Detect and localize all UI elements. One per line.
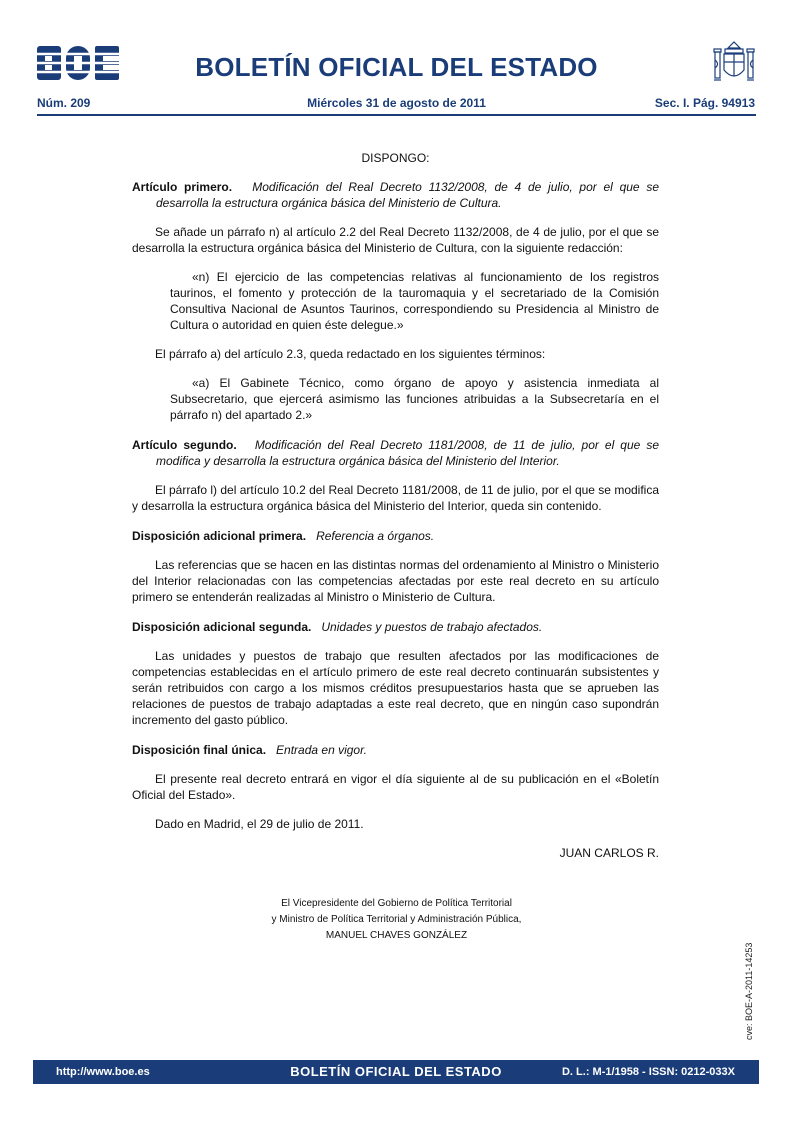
header-rule xyxy=(37,114,756,116)
section-page: Sec. I. Pág. 94913 xyxy=(654,96,755,110)
article-1-title: Modificación del Real Decreto 1132/2008, de 4 de julio, por el que se desarrolla la estructura orgánica básica del Ministerio de Cultura. xyxy=(156,180,659,210)
final-heading xyxy=(132,742,659,758)
additional-2-label: Disposición adicional segunda. xyxy=(132,620,312,634)
minister-signature xyxy=(0,896,793,944)
article-1-quote-1: «n) El ejercicio de las competencias relativas al funcionamiento de los registros taurinos, el fomento y protección de la tauromaquia y el secretariado de la Comisión Consultiva Nacional de Asuntos Taurinos, correspondiendo su Presidencia al Ministro de Cultura o autoridad en quien éste delegue.» xyxy=(170,270,659,332)
additional-1-paragraph: Las referencias que se hacen en las distintas normas del ordenamiento al Ministro o Ministerio del Interior relacionadas con las competencias afectadas por este real decreto en su artículo primero se entenderán realizadas al Ministro o Ministerio de Cultura. xyxy=(132,558,659,604)
additional-1-heading xyxy=(132,528,659,544)
dispongo: DISPONGO: xyxy=(361,151,430,165)
king-signature: JUAN CARLOS R. xyxy=(559,846,659,860)
article-2-heading xyxy=(132,437,659,469)
additional-1-label: Disposición adicional primera. xyxy=(132,529,307,543)
minister-line-2: y Ministro de Política Territorial y Administración Pública, xyxy=(271,914,522,925)
article-1-label: Artículo primero. xyxy=(132,180,233,194)
cve-code: cve: BOE-A-2011-14253 xyxy=(744,942,754,1040)
final-title: Entrada en vigor. xyxy=(276,743,367,757)
minister-name: MANUEL CHAVES GONZÁLEZ xyxy=(325,930,468,941)
additional-2-title: Unidades y puestos de trabajo afectados. xyxy=(321,620,543,634)
additional-2-heading xyxy=(132,619,659,635)
additional-2-paragraph: Las unidades y puestos de trabajo que resulten afectados por las modificaciones de competencias establecidas en el artículo primero de este real decreto continuarán subsistentes y serán retribuidos con cargo a los mismos créditos presupuestarios hasta que se aprueben las relaciones de puestos de trabajo adaptadas a este real decreto, que en ningún caso supondrán incremento del gasto público. xyxy=(132,649,659,727)
article-2-label: Artículo segundo. xyxy=(132,438,237,452)
article-2-paragraph-1: El párrafo l) del artículo 10.2 del Real Decreto 1181/2008, de 11 de julio, por el que se modifica y desarrolla la estructura orgánica básica del Ministerio del Interior, queda sin contenido. xyxy=(132,483,659,513)
document-body xyxy=(132,150,659,861)
article-1-heading xyxy=(132,179,659,211)
footer-title: BOLETÍN OFICIAL DEL ESTADO xyxy=(290,1064,502,1079)
article-2-title: Modificación del Real Decreto 1181/2008, de 11 de julio, por el que se modifica y desarrolla la estructura orgánica básica del Ministerio del Interior. xyxy=(156,438,659,468)
footer-legal: D. L.: M-1/1958 - ISSN: 0212-033X xyxy=(561,1066,735,1078)
final-label: Disposición final única. xyxy=(132,743,267,757)
issue-number: Núm. 209 xyxy=(37,96,91,110)
dado-en-madrid: Dado en Madrid, el 29 de julio de 2011. xyxy=(155,817,364,831)
article-1-quote-2: «a) El Gabinete Técnico, como órgano de apoyo y asistencia inmediata al Subsecretario, que ejercerá asimismo las funciones atribuidas a la Subsecretaría en el párrafo n) del apartado 2.» xyxy=(170,376,659,422)
additional-1-title: Referencia a órganos. xyxy=(316,529,435,543)
footer-url-link[interactable]: http://www.boe.es xyxy=(56,1066,150,1078)
article-1-paragraph-1: Se añade un párrafo n) al artículo 2.2 del Real Decreto 1132/2008, de 4 de julio, por el que se desarrolla la estructura orgánica básica del Ministerio de Cultura, con la siguiente redacción: xyxy=(132,225,659,255)
page-title: BOLETÍN OFICIAL DEL ESTADO xyxy=(195,52,598,82)
issue-date: Miércoles 31 de agosto de 2011 xyxy=(307,96,486,110)
footer-bar xyxy=(33,1060,759,1084)
final-paragraph: El presente real decreto entrará en vigor el día siguiente al de su publicación en el «Boletín Oficial del Estado». xyxy=(132,772,659,802)
coat-of-arms-icon xyxy=(712,40,756,86)
minister-line-1: El Vicepresidente del Gobierno de Política Territorial xyxy=(281,898,512,909)
article-1-paragraph-2: El párrafo a) del artículo 2.3, queda redactado en los siguientes términos: xyxy=(155,347,546,361)
